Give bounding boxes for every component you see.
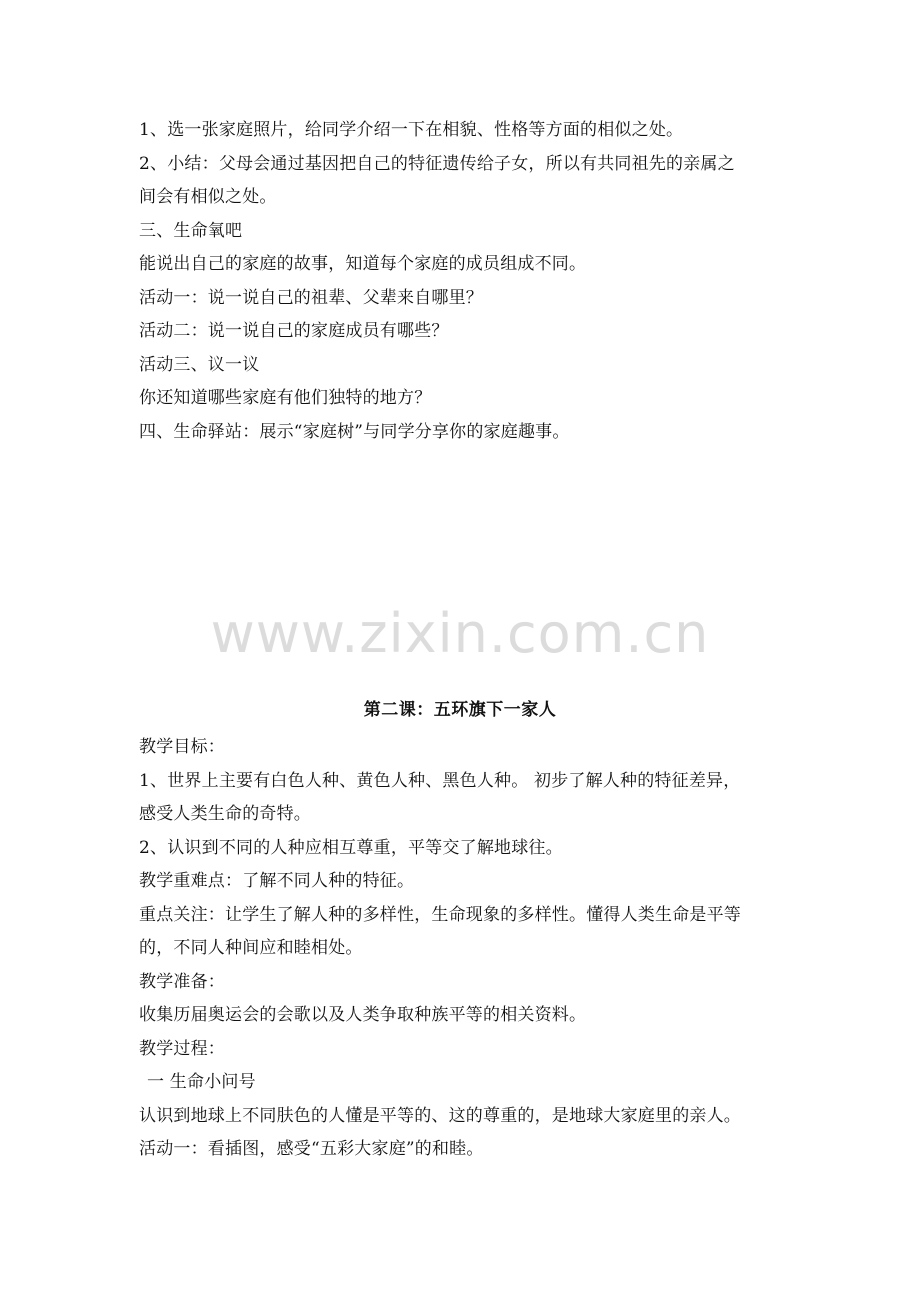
- text-line: 活动一：看插图，感受“五彩大家庭”的和睦。: [139, 1139, 484, 1159]
- section-heading: 一 生命小问号: [147, 1072, 256, 1092]
- text-line: 活动二：说一说自己的家庭成员有哪些？: [139, 321, 449, 341]
- text-line: 活动三、议一议: [139, 354, 260, 375]
- text-line: 能说出自己的家庭的故事，知道每个家庭的成员组成不同。: [139, 254, 587, 274]
- text-line: 教学重难点：了解不同人种的特征。: [139, 871, 415, 891]
- text-line: 1、选一张家庭照片，给同学介绍一下在相貌、性格等方面的相似之处。: [139, 120, 684, 140]
- text-line: 认识到地球上不同肤色的人懂是平等的、这的尊重的，是地球大家庭里的亲人。: [139, 1105, 741, 1126]
- text-line: 间会有相似之处。: [139, 187, 277, 207]
- text-line: 教学过程：: [139, 1038, 225, 1059]
- section-one: [139, 114, 789, 449]
- text-line: 2、小结：父母会通过基因把自己的特征遗传给子女，所以有共同祖先的亲属之: [139, 153, 735, 174]
- section-heading: 四、生命驿站：展示“家庭树”与同学分享你的家庭趣事。: [139, 421, 570, 442]
- text-line: 收集历届奥运会的会歌以及人类争取种族平等的相关资料。: [139, 1005, 587, 1025]
- section-two: [139, 731, 789, 1167]
- text-line: 的，不同人种间应和睦相处。: [139, 938, 363, 958]
- watermark: www.zixin.com.cn: [210, 602, 710, 665]
- text-line: 重点关注：让学生了解人种的多样性，生命现象的多样性。懂得人类生命是平等: [139, 904, 741, 925]
- text-line: 1、世界上主要有白色人种、黄色人种、黑色人种。 初步了解人种的特征差异，: [139, 770, 741, 791]
- text-line: 活动一：说一说自己的祖辈、父辈来自哪里？: [139, 287, 483, 308]
- text-line: 感受人类生命的奇特。: [139, 804, 311, 824]
- text-line: 教学准备：: [139, 971, 225, 992]
- text-line: 你还知道哪些家庭有他们独特的地方？: [139, 388, 432, 408]
- section-heading: 三、生命氧吧: [139, 220, 243, 241]
- lesson-title: 第二课：五环旗下一家人: [363, 700, 557, 720]
- text-line: 2、认识到不同的人种应相互尊重，平等交了解地球往。: [139, 837, 563, 858]
- text-line: 教学目标：: [139, 737, 225, 757]
